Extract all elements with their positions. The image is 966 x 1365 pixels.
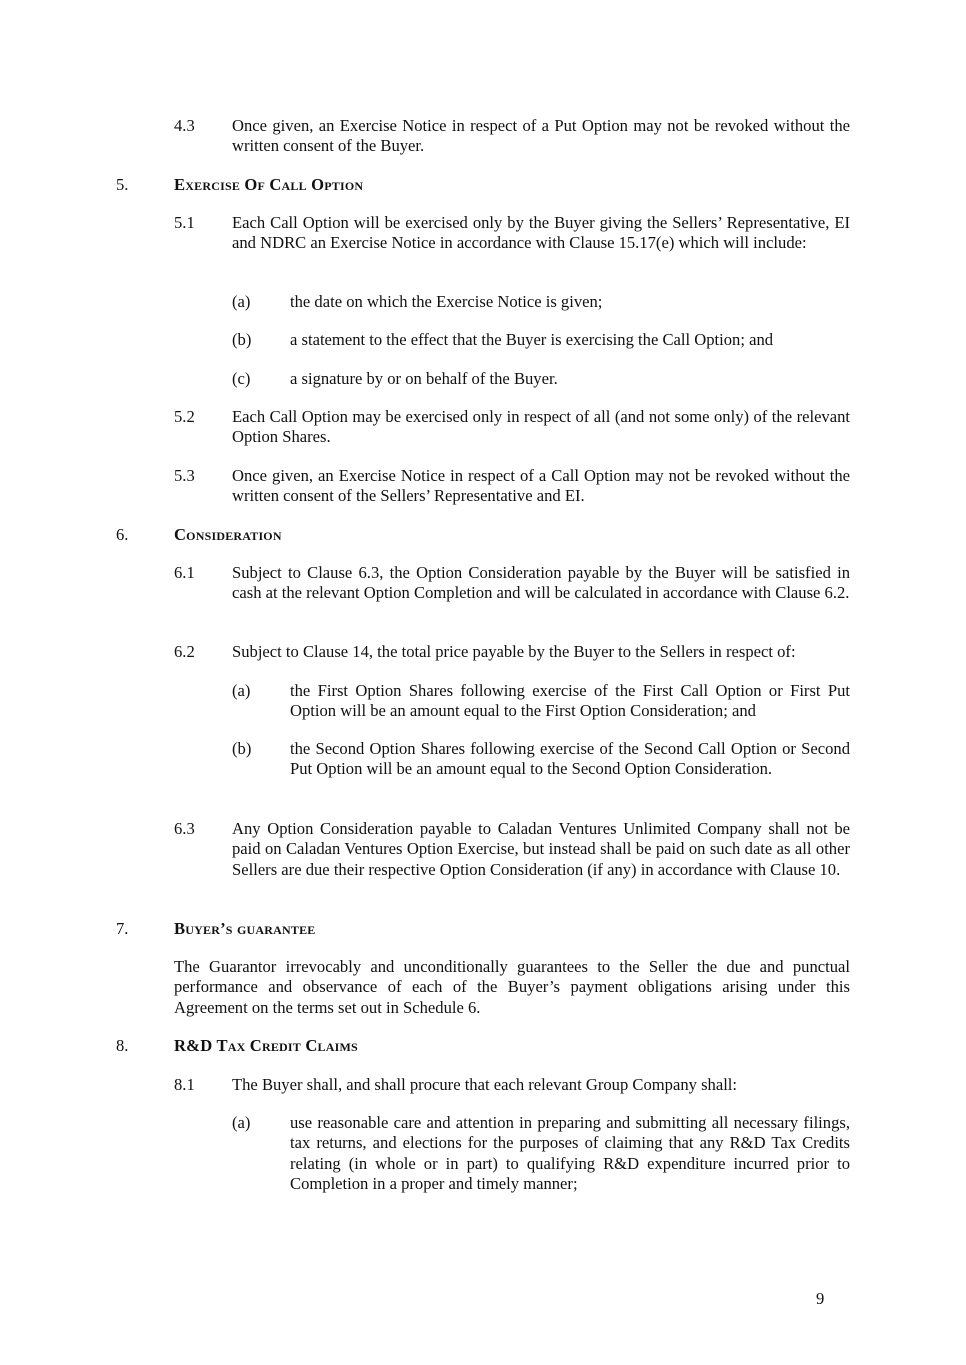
item-5-1-a-text: the date on which the Exercise Notice is given; xyxy=(290,292,603,311)
section-heading-5: Exercise Of Call Option xyxy=(174,175,364,194)
clause-number-6-3: 6.3 xyxy=(174,819,195,838)
clause-6-1-text: Subject to Clause 6.3, the Option Consideration payable by the Buyer will be satisfied in cash at the relevant Option Completion and will be calculated in accordance with Clause 6.2. xyxy=(232,563,850,603)
clause-5-1-text: Each Call Option will be exercised only by the Buyer giving the Sellers’ Representative, EI and NDRC an Exercise Notice in accordance with Clause 15.17(e) which will include: xyxy=(232,213,850,253)
clause-number-6-2: 6.2 xyxy=(174,642,195,661)
page-number: 9 xyxy=(816,1289,825,1308)
clause-6-3-text: Any Option Consideration payable to Caladan Ventures Unlimited Company shall not be paid on Caladan Ventures Option Exercise, but instead shall be paid on such date as all other Sellers are due their respective Option Consideration (if any) in accordance with Clause 10. xyxy=(232,819,850,879)
clause-4-3-text: Once given, an Exercise Notice in respect of a Put Option may not be revoked without the written consent of the Buyer. xyxy=(232,116,850,156)
section-number-7: 7. xyxy=(116,919,129,938)
clause-8-1-text: The Buyer shall, and shall procure that each relevant Group Company shall: xyxy=(232,1075,738,1094)
section-heading-7: Buyer’s guarantee xyxy=(174,919,316,938)
clause-number-4-3: 4.3 xyxy=(174,116,195,135)
item-label-6-2-b: (b) xyxy=(232,739,252,758)
section-number-5: 5. xyxy=(116,175,129,194)
section-heading-8: R&D Tax Credit Claims xyxy=(174,1036,358,1055)
item-label-5-1-a: (a) xyxy=(232,292,251,311)
clause-5-3-text: Once given, an Exercise Notice in respect of a Call Option may not be revoked without the written consent of the Sellers’ Representative and EI. xyxy=(232,466,850,506)
item-8-1-a-text: use reasonable care and attention in preparing and submitting all necessary filings, tax returns, and elections for the purposes of claiming that any R&D Tax Credits relating (in whole or in part) to qualifying R&D expenditure incurred prior to Completion in a proper and timely manner; xyxy=(290,1113,850,1193)
clause-number-5-3: 5.3 xyxy=(174,466,195,485)
clause-7-text: The Guarantor irrevocably and unconditionally guarantees to the Seller the due and punctual performance and observance of each of the Buyer’s payment obligations arising under this Agreement on the terms set out in Schedule 6. xyxy=(174,957,850,1017)
section-number-8: 8. xyxy=(116,1036,129,1055)
item-label-6-2-a: (a) xyxy=(232,681,251,700)
section-number-6: 6. xyxy=(116,525,129,544)
clause-number-8-1: 8.1 xyxy=(174,1075,195,1094)
section-heading-6: Consideration xyxy=(174,525,282,544)
item-6-2-b-text: the Second Option Shares following exercise of the Second Call Option or Second Put Option will be an amount equal to the Second Option Consideration. xyxy=(290,739,850,779)
clause-number-5-2: 5.2 xyxy=(174,407,195,426)
item-6-2-a-text: the First Option Shares following exercise of the First Call Option or First Put Option will be an amount equal to the First Option Consideration; and xyxy=(290,681,850,721)
item-label-8-1-a: (a) xyxy=(232,1113,251,1132)
item-5-1-c-text: a signature by or on behalf of the Buyer. xyxy=(290,369,558,388)
item-label-5-1-c: (c) xyxy=(232,369,251,388)
clause-number-6-1: 6.1 xyxy=(174,563,195,582)
clause-5-2-text: Each Call Option may be exercised only in respect of all (and not some only) of the relevant Option Shares. xyxy=(232,407,850,447)
clause-number-5-1: 5.1 xyxy=(174,213,195,232)
item-label-5-1-b: (b) xyxy=(232,330,252,349)
clause-6-2-text: Subject to Clause 14, the total price payable by the Buyer to the Sellers in respect of: xyxy=(232,642,796,661)
item-5-1-b-text: a statement to the effect that the Buyer is exercising the Call Option; and xyxy=(290,330,774,349)
